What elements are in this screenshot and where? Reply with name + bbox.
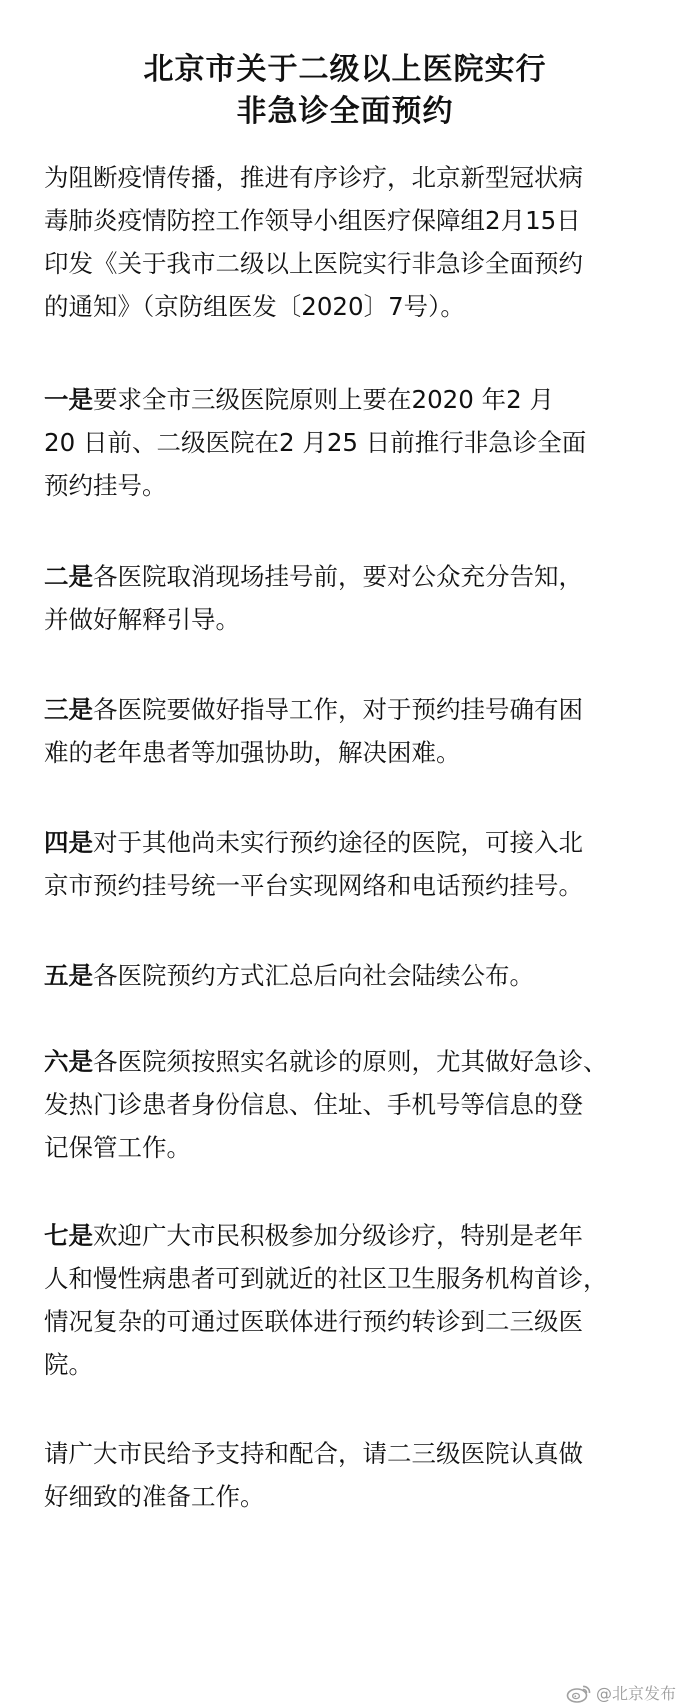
item-text: 对于其他尚未实行预约途径的医院，可接入北 bbox=[93, 828, 583, 857]
item-lead: 五是 bbox=[44, 961, 93, 990]
item-text: 各医院取消现场挂号前，要对公众充分告知， bbox=[93, 562, 583, 591]
item-text: 难的老年患者等加强协助，解决困难。 bbox=[44, 738, 461, 767]
watermark bbox=[566, 1681, 676, 1704]
watermark-text: @北京发布 bbox=[595, 1684, 676, 1703]
item-text: 要求全市三级医院原则上要在2020 年2 月 bbox=[93, 385, 555, 414]
item-1-paragraph bbox=[44, 378, 664, 507]
intro-line: 的通知》（京防组医发〔2020〕7号）。 bbox=[44, 292, 465, 321]
item-text: 发热门诊患者身份信息、住址、手机号等信息的登 bbox=[44, 1090, 583, 1119]
item-lead: 六是 bbox=[44, 1047, 93, 1076]
item-text: 各医院须按照实名就诊的原则，尤其做好急诊、 bbox=[93, 1047, 608, 1076]
item-text: 20 日前、二级医院在2 月25 日前推行非急诊全面 bbox=[44, 428, 587, 457]
item-text: 记保管工作。 bbox=[44, 1133, 191, 1162]
item-7-paragraph bbox=[44, 1214, 664, 1386]
closing-line: 请广大市民给予支持和配合，请二三级医院认真做 bbox=[44, 1439, 583, 1468]
item-text: 人和慢性病患者可到就近的社区卫生服务机构首诊， bbox=[44, 1264, 608, 1293]
item-3-paragraph bbox=[44, 688, 664, 774]
item-text: 院。 bbox=[44, 1350, 93, 1379]
item-text: 欢迎广大市民积极参加分级诊疗，特别是老年 bbox=[93, 1221, 583, 1250]
item-2-paragraph bbox=[44, 555, 664, 641]
item-text: 情况复杂的可通过医联体进行预约转诊到二三级医 bbox=[44, 1307, 583, 1336]
item-lead: 二是 bbox=[44, 562, 93, 591]
weibo-logo-icon bbox=[566, 1683, 592, 1703]
title-line-1: 北京市关于二级以上医院实行 bbox=[143, 52, 547, 87]
item-text: 各医院预约方式汇总后向社会陆续公布。 bbox=[93, 961, 534, 990]
intro-line: 印发《关于我市二级以上医院实行非急诊全面预约 bbox=[44, 249, 583, 278]
item-lead: 七是 bbox=[44, 1221, 93, 1250]
intro-line: 为阻断疫情传播，推进有序诊疗，北京新型冠状病 bbox=[44, 163, 583, 192]
intro-paragraph bbox=[44, 156, 664, 328]
item-lead: 一是 bbox=[44, 385, 93, 414]
item-text: 预约挂号。 bbox=[44, 471, 167, 500]
title-line-2: 非急诊全面预约 bbox=[236, 94, 454, 129]
item-lead: 四是 bbox=[44, 828, 93, 857]
item-text: 各医院要做好指导工作，对于预约挂号确有困 bbox=[93, 695, 583, 724]
intro-line: 毒肺炎疫情防控工作领导小组医疗保障组2月15日 bbox=[44, 206, 581, 235]
item-6-paragraph bbox=[44, 1040, 664, 1169]
item-text: 并做好解释引导。 bbox=[44, 605, 240, 634]
item-text: 京市预约挂号统一平台实现网络和电话预约挂号。 bbox=[44, 871, 583, 900]
closing-paragraph bbox=[44, 1432, 664, 1518]
item-lead: 三是 bbox=[44, 695, 93, 724]
item-4-paragraph bbox=[44, 821, 664, 907]
item-5-paragraph bbox=[44, 954, 664, 997]
closing-line: 好细致的准备工作。 bbox=[44, 1482, 265, 1511]
